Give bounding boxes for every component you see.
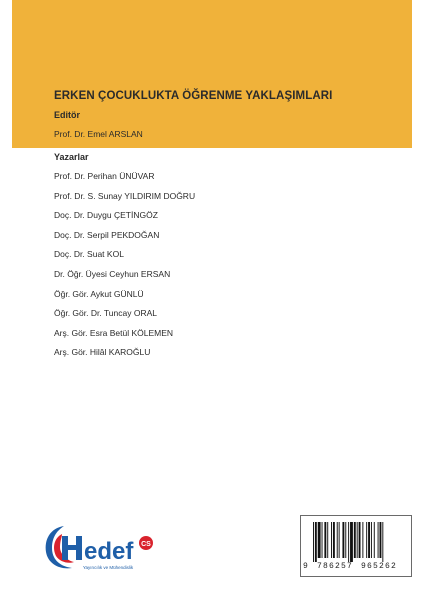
- authors-list: [54, 171, 195, 367]
- author-item: Prof. Dr. Perihan ÜNÜVAR: [54, 171, 155, 181]
- header-band: [12, 0, 412, 148]
- hedef-logo-icon: [42, 522, 182, 574]
- publisher-logo: [42, 522, 182, 574]
- book-title: ERKEN ÇOCUKLUKTA ÖĞRENME YAKLAŞIMLARI: [54, 90, 333, 102]
- editor-heading: Editör: [54, 110, 80, 120]
- author-item: Öğr. Gör. Dr. Tuncay ORAL: [54, 308, 157, 319]
- author-item: Doç. Dr. Duygu ÇETİNGÖZ: [54, 210, 158, 221]
- author-item: Arş. Gör. Hilâl KAROĞLU: [54, 347, 151, 358]
- author-item: Prof. Dr. S. Sunay YILDIRIM DOĞRU: [54, 190, 196, 201]
- author-item: Dr. Öğr. Üyesi Ceyhun ERSAN: [54, 268, 171, 279]
- barcode-left-group: 786257: [317, 562, 354, 571]
- back-cover: [12, 0, 412, 600]
- author-item: Arş. Gör. Esra Betül KÖLEMEN: [54, 327, 174, 338]
- isbn-barcode: [300, 515, 412, 577]
- barcode-first-digit: 9: [303, 562, 308, 571]
- author-item: Öğr. Gör. Aykut GÜNLÜ: [54, 288, 144, 299]
- logo-tagline: Yayıncılık ve Mühendislik: [82, 565, 134, 570]
- authors-heading: Yazarlar: [54, 152, 89, 162]
- barcode-icon: [301, 516, 411, 564]
- editor-name: Prof. Dr. Emel ARSLAN: [54, 129, 143, 139]
- logo-badge-text: CS: [141, 541, 151, 548]
- author-item: Doç. Dr. Serpil PEKDOĞAN: [54, 229, 160, 240]
- barcode-right-group: 965262: [361, 562, 398, 571]
- author-item: Doç. Dr. Suat KOL: [54, 249, 124, 260]
- logo-wordmark: edef: [84, 538, 134, 565]
